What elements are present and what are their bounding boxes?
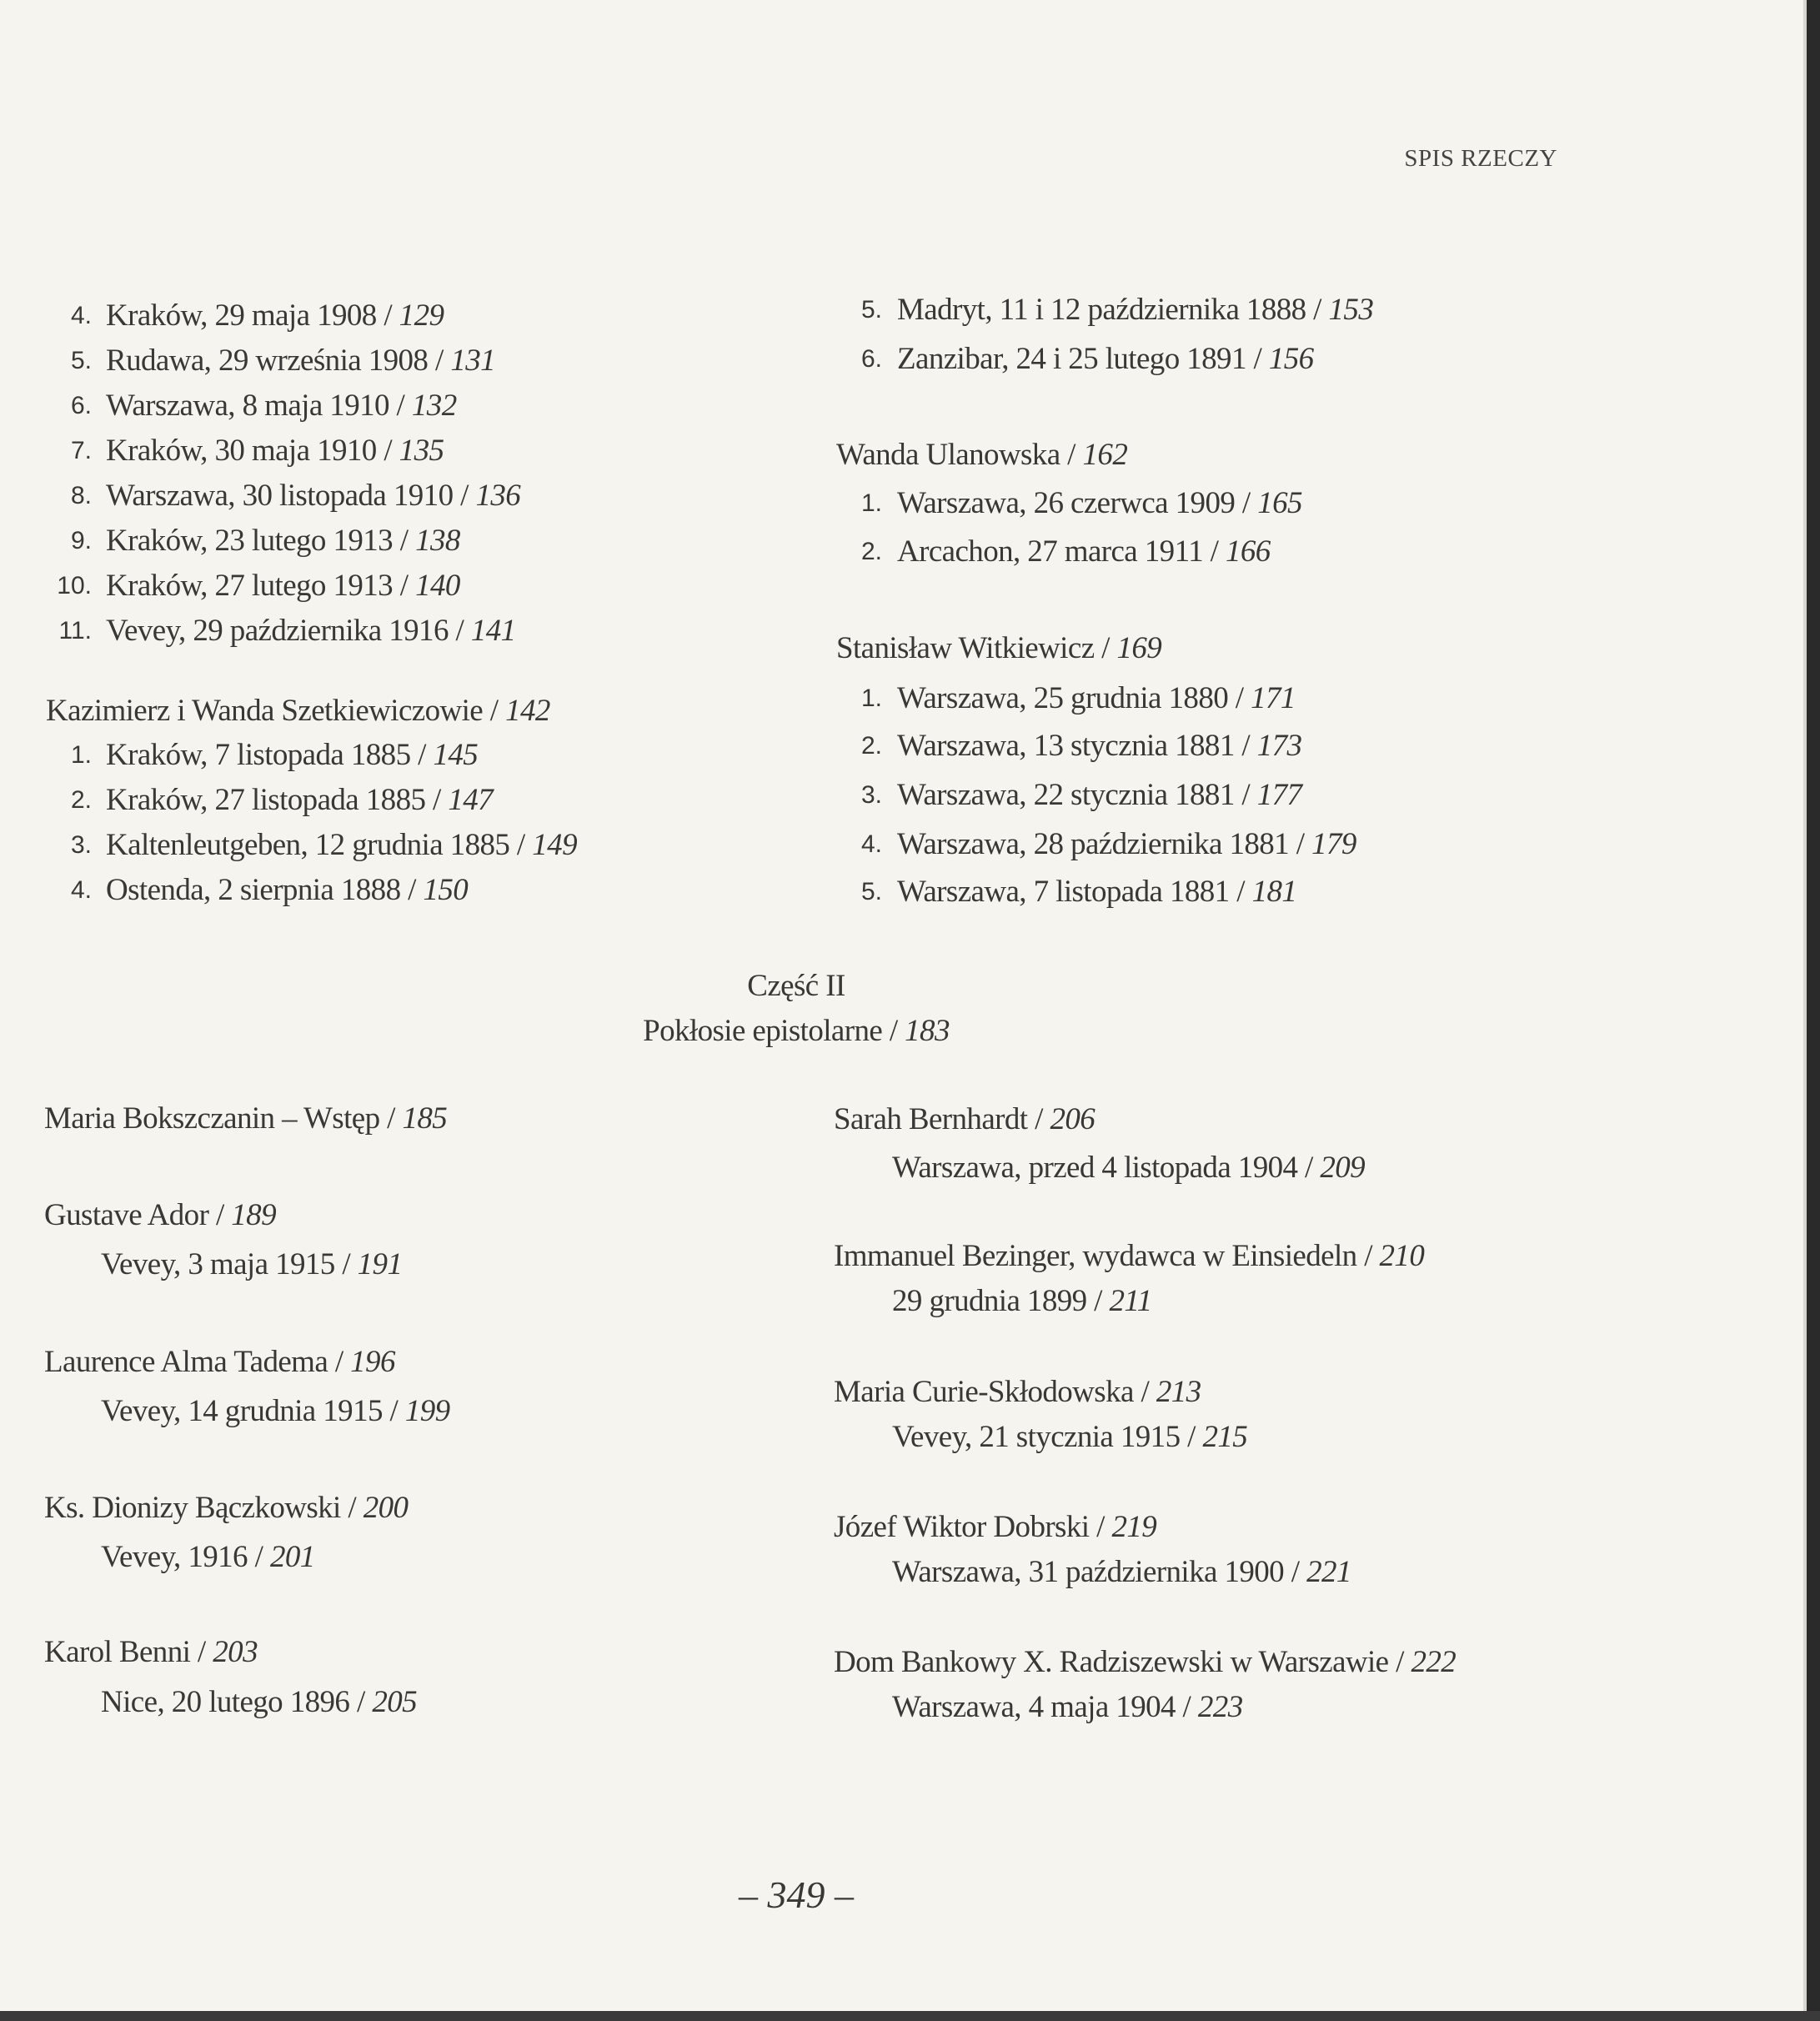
page-ref: 173 bbox=[1256, 729, 1302, 763]
separator: / bbox=[1284, 1555, 1307, 1589]
entry-title: Nice, 20 lutego 1896 bbox=[101, 1685, 350, 1719]
entry-number: 5. bbox=[860, 296, 882, 323]
toc-entry bbox=[70, 343, 496, 379]
page-ref: 131 bbox=[450, 344, 496, 378]
separator: / bbox=[1356, 1239, 1380, 1273]
separator: / bbox=[393, 569, 416, 603]
toc-entry bbox=[101, 1684, 417, 1721]
separator: / bbox=[1388, 1645, 1411, 1679]
page-ref: 179 bbox=[1311, 827, 1356, 861]
toc-entry bbox=[70, 827, 577, 864]
entry-number: 10. bbox=[57, 572, 92, 599]
separator: / bbox=[1234, 778, 1257, 812]
entry-title: Dom Bankowy X. Radziszewski w Warszawie bbox=[834, 1645, 1389, 1679]
separator: / bbox=[448, 614, 471, 648]
separator: / bbox=[1180, 1420, 1203, 1454]
toc-entry bbox=[101, 1246, 402, 1283]
toc-entry bbox=[46, 693, 550, 730]
toc-entry bbox=[70, 433, 444, 469]
entry-number: 9. bbox=[70, 527, 92, 554]
page-ref: 191 bbox=[357, 1247, 403, 1281]
separator: / bbox=[1297, 1151, 1321, 1185]
entry-title: Warszawa, 26 czerwca 1909 bbox=[897, 486, 1236, 520]
toc-heading bbox=[44, 1101, 447, 1137]
entry-title: Warszawa, 7 listopada 1881 bbox=[897, 875, 1230, 909]
page-ref: 147 bbox=[448, 783, 494, 817]
toc-entry bbox=[70, 782, 494, 819]
entry-title: Warszawa, 28 października 1881 bbox=[897, 827, 1290, 861]
separator: / bbox=[382, 1394, 405, 1428]
toc-heading bbox=[836, 437, 1127, 474]
page-ref: 205 bbox=[372, 1685, 418, 1719]
toc-entry bbox=[860, 680, 1296, 717]
part-title: Część II bbox=[747, 969, 845, 1003]
page-ref: 200 bbox=[363, 1491, 409, 1525]
separator: / bbox=[379, 1101, 403, 1136]
page-ref: 183 bbox=[905, 1014, 950, 1048]
toc-heading bbox=[44, 1490, 408, 1527]
entry-title: Ks. Dionizy Bączkowski bbox=[44, 1491, 341, 1525]
separator: / bbox=[1203, 534, 1226, 569]
entry-title: Warszawa, 30 listopada 1910 bbox=[106, 479, 454, 513]
page-ref: 141 bbox=[470, 614, 516, 648]
separator: / bbox=[393, 524, 416, 558]
toc-entry bbox=[892, 1689, 1243, 1726]
running-header: SPIS RZECZY bbox=[1404, 145, 1557, 172]
entry-title: Kraków, 29 maja 1908 bbox=[106, 298, 377, 333]
entry-title: Rudawa, 29 września 1908 bbox=[106, 344, 429, 378]
entry-number: 1. bbox=[860, 489, 882, 517]
toc-entry bbox=[860, 826, 1356, 863]
page-ref: 222 bbox=[1411, 1645, 1457, 1679]
separator: / bbox=[882, 1014, 905, 1048]
page-ref: 165 bbox=[1257, 486, 1302, 520]
separator: / bbox=[428, 344, 451, 378]
separator: / bbox=[400, 873, 424, 907]
entry-number: 1. bbox=[860, 685, 882, 712]
entry-title: Warszawa, 31 października 1900 bbox=[892, 1555, 1285, 1589]
toc-heading bbox=[834, 1101, 1095, 1138]
toc-entry bbox=[860, 777, 1302, 814]
toc-entry bbox=[70, 478, 521, 514]
separator: / bbox=[247, 1540, 270, 1574]
separator: / bbox=[1228, 681, 1251, 715]
entry-number: 7. bbox=[70, 437, 92, 464]
entry-title: Gustave Ador bbox=[44, 1198, 209, 1232]
entry-number: 6. bbox=[70, 392, 92, 419]
toc-entry bbox=[892, 1554, 1351, 1591]
page-ref: 135 bbox=[399, 434, 444, 468]
toc-entry bbox=[892, 1150, 1365, 1186]
separator: / bbox=[1027, 1102, 1050, 1136]
entry-title: Warszawa, 4 maja 1904 bbox=[892, 1690, 1176, 1724]
toc-entry bbox=[892, 1419, 1247, 1456]
separator: / bbox=[208, 1198, 232, 1232]
entry-number: 8. bbox=[70, 482, 92, 509]
separator: / bbox=[1306, 293, 1329, 327]
separator: / bbox=[376, 434, 399, 468]
separator: / bbox=[1086, 1284, 1110, 1318]
page-ref: 211 bbox=[1109, 1284, 1152, 1318]
entry-title: Zanzibar, 24 i 25 lutego 1891 bbox=[897, 342, 1246, 376]
page-ref: 166 bbox=[1226, 534, 1271, 569]
entry-number: 2. bbox=[860, 538, 882, 565]
entry-title: Warszawa, przed 4 listopada 1904 bbox=[892, 1151, 1298, 1185]
toc-entry bbox=[860, 534, 1271, 570]
separator: / bbox=[425, 783, 449, 817]
page-ref: 132 bbox=[411, 389, 457, 423]
entry-title: Arcachon, 27 marca 1911 bbox=[897, 534, 1204, 569]
separator: / bbox=[1060, 438, 1083, 472]
separator: / bbox=[1229, 875, 1252, 909]
toc-heading bbox=[834, 1644, 1456, 1681]
page-ref: 189 bbox=[231, 1198, 276, 1232]
entry-number: 3. bbox=[70, 831, 92, 859]
page-ref: 210 bbox=[1379, 1239, 1425, 1273]
page-number: – 349 – bbox=[739, 1873, 854, 1916]
toc-heading bbox=[44, 1197, 276, 1234]
separator: / bbox=[190, 1635, 213, 1669]
page-ref: 219 bbox=[1111, 1510, 1157, 1544]
page-ref: 171 bbox=[1251, 681, 1296, 715]
toc-heading bbox=[834, 1238, 1424, 1275]
entry-number: 4. bbox=[70, 876, 92, 904]
page-ref: 153 bbox=[1328, 293, 1374, 327]
toc-entry bbox=[70, 737, 479, 774]
entry-number: 4. bbox=[860, 830, 882, 858]
separator: / bbox=[1235, 486, 1258, 520]
page-ref: 138 bbox=[415, 524, 460, 558]
separator: / bbox=[1234, 729, 1257, 763]
entry-title: Maria Curie-Skłodowska bbox=[834, 1375, 1134, 1409]
toc-entry bbox=[70, 298, 444, 334]
entry-title: Kazimierz i Wanda Szetkiewiczowie bbox=[46, 694, 484, 728]
separator: / bbox=[453, 479, 476, 513]
entry-title: Sarah Bernhardt bbox=[834, 1102, 1028, 1136]
entry-number: 1. bbox=[70, 741, 92, 769]
separator: / bbox=[340, 1491, 363, 1525]
entry-number: 5. bbox=[860, 878, 882, 905]
page-ref: 140 bbox=[415, 569, 460, 603]
entry-number: 4. bbox=[70, 302, 92, 329]
entry-title: Stanisław Witkiewicz bbox=[836, 631, 1095, 665]
entry-number: 3. bbox=[860, 781, 882, 809]
separator: / bbox=[349, 1685, 373, 1719]
page-ref: 223 bbox=[1197, 1690, 1243, 1724]
entry-title: Ostenda, 2 sierpnia 1888 bbox=[106, 873, 401, 907]
toc-entry bbox=[892, 1283, 1151, 1320]
toc-entry bbox=[70, 388, 457, 424]
entry-title: Kraków, 30 maja 1910 bbox=[106, 434, 377, 468]
entry-title: Immanuel Bezinger, wydawca w Einsiedeln bbox=[834, 1239, 1357, 1273]
page-ref: 169 bbox=[1116, 631, 1162, 665]
entry-number: 2. bbox=[860, 732, 882, 760]
entry-title: Vevey, 29 października 1916 bbox=[106, 614, 449, 648]
entry-title: Madryt, 11 i 12 października 1888 bbox=[897, 293, 1306, 327]
separator: / bbox=[1175, 1690, 1198, 1724]
entry-title: Maria Bokszczanin – Wstęp bbox=[44, 1101, 380, 1136]
page-ref: 209 bbox=[1320, 1151, 1366, 1185]
page-ref: 221 bbox=[1306, 1555, 1351, 1589]
toc-entry bbox=[101, 1393, 450, 1430]
toc-entry bbox=[70, 523, 460, 559]
toc-entry bbox=[70, 872, 469, 909]
separator: / bbox=[376, 298, 399, 333]
entry-title: Kraków, 27 lutego 1913 bbox=[106, 569, 394, 603]
part-subtitle: Pokłosie epistolarne bbox=[643, 1014, 883, 1048]
separator: / bbox=[389, 389, 412, 423]
entry-title: Laurence Alma Tadema bbox=[44, 1345, 328, 1379]
separator: / bbox=[1289, 827, 1312, 861]
toc-heading bbox=[44, 1634, 258, 1671]
scan-border-right bbox=[1807, 0, 1820, 2021]
entry-title: Kraków, 7 listopada 1885 bbox=[106, 738, 411, 772]
entry-title: Warszawa, 25 grudnia 1880 bbox=[897, 681, 1229, 715]
toc-entry bbox=[860, 292, 1374, 328]
page-ref: 201 bbox=[269, 1540, 315, 1574]
page-ref: 150 bbox=[423, 873, 469, 907]
separator: / bbox=[1094, 631, 1117, 665]
page-ref: 196 bbox=[350, 1345, 395, 1379]
entry-title: Warszawa, 8 maja 1910 bbox=[106, 389, 389, 423]
entry-title: Vevey, 14 grudnia 1915 bbox=[101, 1394, 383, 1428]
entry-title: Karol Benni bbox=[44, 1635, 191, 1669]
entry-title: 29 grudnia 1899 bbox=[892, 1284, 1087, 1318]
entry-title: Vevey, 1916 bbox=[101, 1540, 248, 1574]
part-subtitle-line bbox=[0, 1013, 1592, 1050]
page-ref: 156 bbox=[1268, 342, 1314, 376]
toc-entry bbox=[860, 728, 1302, 765]
toc-entry bbox=[58, 613, 516, 649]
toc-entry bbox=[860, 341, 1314, 378]
scan-border-bottom bbox=[0, 2011, 1820, 2021]
entry-title: Kraków, 23 lutego 1913 bbox=[106, 524, 394, 558]
separator: / bbox=[328, 1345, 351, 1379]
entry-title: Józef Wiktor Dobrski bbox=[834, 1510, 1090, 1544]
entry-number: 6. bbox=[860, 345, 882, 373]
separator: / bbox=[1133, 1375, 1156, 1409]
entry-title: Wanda Ulanowska bbox=[836, 438, 1060, 472]
page-ref: 129 bbox=[399, 298, 444, 333]
toc-entry bbox=[57, 568, 460, 604]
entry-title: Warszawa, 13 stycznia 1881 bbox=[897, 729, 1235, 763]
entry-title: Warszawa, 22 stycznia 1881 bbox=[897, 778, 1235, 812]
toc-heading bbox=[834, 1374, 1201, 1411]
toc-entry bbox=[860, 485, 1302, 522]
page-ref: 213 bbox=[1156, 1375, 1201, 1409]
entry-title: Vevey, 3 maja 1915 bbox=[101, 1247, 335, 1281]
toc-heading bbox=[834, 1509, 1156, 1546]
toc-entry bbox=[860, 874, 1297, 910]
entry-title: Vevey, 21 stycznia 1915 bbox=[892, 1420, 1181, 1454]
separator: / bbox=[509, 828, 533, 862]
page-ref: 206 bbox=[1050, 1102, 1096, 1136]
page-ref: 142 bbox=[505, 694, 550, 728]
separator: / bbox=[483, 694, 506, 728]
page-ref: 199 bbox=[404, 1394, 450, 1428]
entry-number: 11. bbox=[58, 617, 92, 644]
separator: / bbox=[334, 1247, 358, 1281]
page-ref: 177 bbox=[1256, 778, 1302, 812]
entry-number: 5. bbox=[70, 347, 92, 374]
separator: / bbox=[1089, 1510, 1112, 1544]
entry-title: Kraków, 27 listopada 1885 bbox=[106, 783, 426, 817]
entry-number: 2. bbox=[70, 786, 92, 814]
entry-title: Kaltenleutgeben, 12 grudnia 1885 bbox=[106, 828, 510, 862]
page-ref: 149 bbox=[532, 828, 577, 862]
page-ref: 162 bbox=[1082, 438, 1128, 472]
separator: / bbox=[410, 738, 434, 772]
toc-entry bbox=[101, 1539, 315, 1576]
separator: / bbox=[1246, 342, 1269, 376]
toc-heading bbox=[836, 630, 1161, 667]
toc-heading bbox=[44, 1344, 395, 1381]
page-ref: 203 bbox=[213, 1635, 258, 1669]
page-ref: 136 bbox=[475, 479, 521, 513]
page-ref: 145 bbox=[433, 738, 479, 772]
page-ref: 215 bbox=[1202, 1420, 1248, 1454]
page-ref: 181 bbox=[1251, 875, 1297, 909]
page-ref: 185 bbox=[402, 1101, 448, 1136]
